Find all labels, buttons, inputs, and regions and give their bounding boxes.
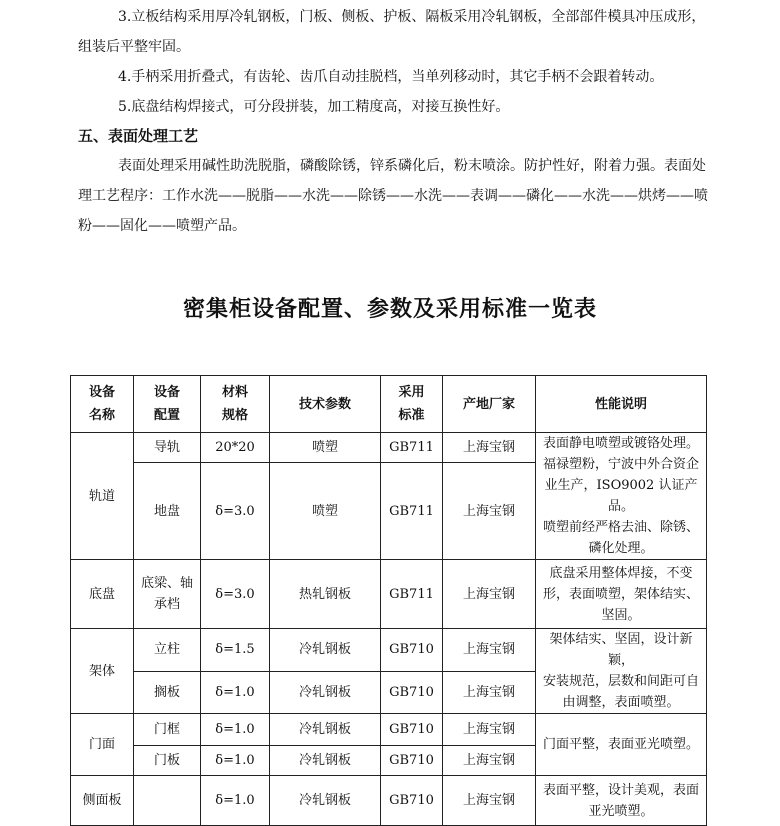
- cell-material: δ=1.0: [201, 714, 270, 746]
- cell-material: δ=3.0: [201, 463, 270, 560]
- cell-performance: 表面平整，设计美观，表面 亚光喷塑。: [536, 776, 707, 826]
- cell-material: δ=1.5: [201, 629, 270, 672]
- paragraph-item-5: 5.底盘结构焊接式，可分段拼装，加工精度高，对接互换性好。: [118, 99, 510, 115]
- cell-config: 底梁、轴 承档: [134, 560, 201, 629]
- cell-tech: 喷塑: [270, 463, 381, 560]
- section-heading: 五、表面处理工艺: [78, 127, 199, 145]
- table-row: [71, 629, 707, 672]
- cell-material: δ=1.0: [201, 776, 270, 826]
- cell-maker: 上海宝钢: [443, 776, 536, 826]
- cell-tech: 冷轧钢板: [270, 746, 381, 776]
- header-material-spec: 材料 规格: [201, 376, 270, 433]
- section-body: 表面处理采用碱性助洗脱脂，磷酸除锈，锌系磷化后，粉末喷涂。防护性好，附着力强。表面处理工艺程序：工作水洗——脱脂——水洗——除锈——水洗——表调——磷化——水洗——烘烤——喷粉——固化——喷塑产品。: [78, 158, 708, 234]
- cell-maker: 上海宝钢: [443, 560, 536, 629]
- cell-tech: 冷轧钢板: [270, 776, 381, 826]
- cell-standard: GB711: [381, 433, 443, 463]
- cell-standard: GB710: [381, 671, 443, 714]
- header-maker: 产地厂家: [443, 376, 536, 433]
- cell-tech: 喷塑: [270, 433, 381, 463]
- cell-tech: 冷轧钢板: [270, 629, 381, 672]
- cell-maker: 上海宝钢: [443, 629, 536, 672]
- cell-config: 立柱: [134, 629, 201, 672]
- group-name-frame: 架体: [71, 629, 134, 714]
- group-name-door: 门面: [71, 714, 134, 776]
- cell-standard: GB711: [381, 463, 443, 560]
- cell-maker: 上海宝钢: [443, 746, 536, 776]
- table-row: [71, 560, 707, 629]
- cell-material: 20*20: [201, 433, 270, 463]
- cell-config: 搁板: [134, 671, 201, 714]
- cell-standard: GB710: [381, 629, 443, 672]
- cell-maker: 上海宝钢: [443, 714, 536, 746]
- spec-table: [70, 375, 707, 826]
- cell-maker: 上海宝钢: [443, 671, 536, 714]
- header-standard: 采用 标准: [381, 376, 443, 433]
- cell-performance: 底盘采用整体焊接，不变 形，表面喷塑，架体结实、 坚固。: [536, 560, 707, 629]
- cell-maker: 上海宝钢: [443, 463, 536, 560]
- header-equipment-config: 设备 配置: [134, 376, 201, 433]
- table-header-row: [71, 376, 707, 433]
- cell-material: δ=1.0: [201, 746, 270, 776]
- cell-performance: 架体结实、坚固，设计新颖， 安装规范，层数和间距可自 由调整，表面喷塑。: [536, 629, 707, 714]
- paragraph-item-4: 4.手柄采用折叠式，有齿轮、齿爪自动挂脱档，当单列移动时，其它手柄不会跟着转动。: [118, 69, 664, 85]
- cell-config: [134, 776, 201, 826]
- cell-material: δ=1.0: [201, 671, 270, 714]
- cell-standard: GB710: [381, 714, 443, 746]
- cell-maker: 上海宝钢: [443, 433, 536, 463]
- table-row: [71, 776, 707, 826]
- table-row: [71, 433, 707, 463]
- cell-standard: GB711: [381, 560, 443, 629]
- group-name-track: 轨道: [71, 433, 134, 560]
- cell-performance: 表面静电喷塑或镀铬处理。 福禄塑粉，宁波中外合资企 业生产，ISO9002 认证产品。 喷塑前经严格去油、除锈、 磷化处理。: [536, 433, 707, 560]
- table-row: [71, 714, 707, 746]
- cell-tech: 热轧钢板: [270, 560, 381, 629]
- cell-material: δ=3.0: [201, 560, 270, 629]
- cell-config: 门框: [134, 714, 201, 746]
- header-performance: 性能说明: [536, 376, 707, 433]
- cell-standard: GB710: [381, 746, 443, 776]
- cell-config: 地盘: [134, 463, 201, 560]
- cell-config: 门板: [134, 746, 201, 776]
- header-equipment-name: 设备 名称: [71, 376, 134, 433]
- cell-standard: GB710: [381, 776, 443, 826]
- group-name-base: 底盘: [71, 560, 134, 629]
- cell-tech: 冷轧钢板: [270, 671, 381, 714]
- paragraph-item-3: 3.立板结构采用厚冷轧钢板，门板、侧板、护板、隔板采用冷轧钢板，全部部件模具冲压成形，组装后平整牢固。: [78, 9, 706, 55]
- table-title: 密集柜设备配置、参数及采用标准一览表: [182, 297, 597, 322]
- cell-performance: 门面平整，表面亚光喷塑。: [536, 714, 707, 776]
- group-name-side-panel: 侧面板: [71, 776, 134, 826]
- header-tech-params: 技术参数: [270, 376, 381, 433]
- cell-tech: 冷轧钢板: [270, 714, 381, 746]
- cell-config: 导轨: [134, 433, 201, 463]
